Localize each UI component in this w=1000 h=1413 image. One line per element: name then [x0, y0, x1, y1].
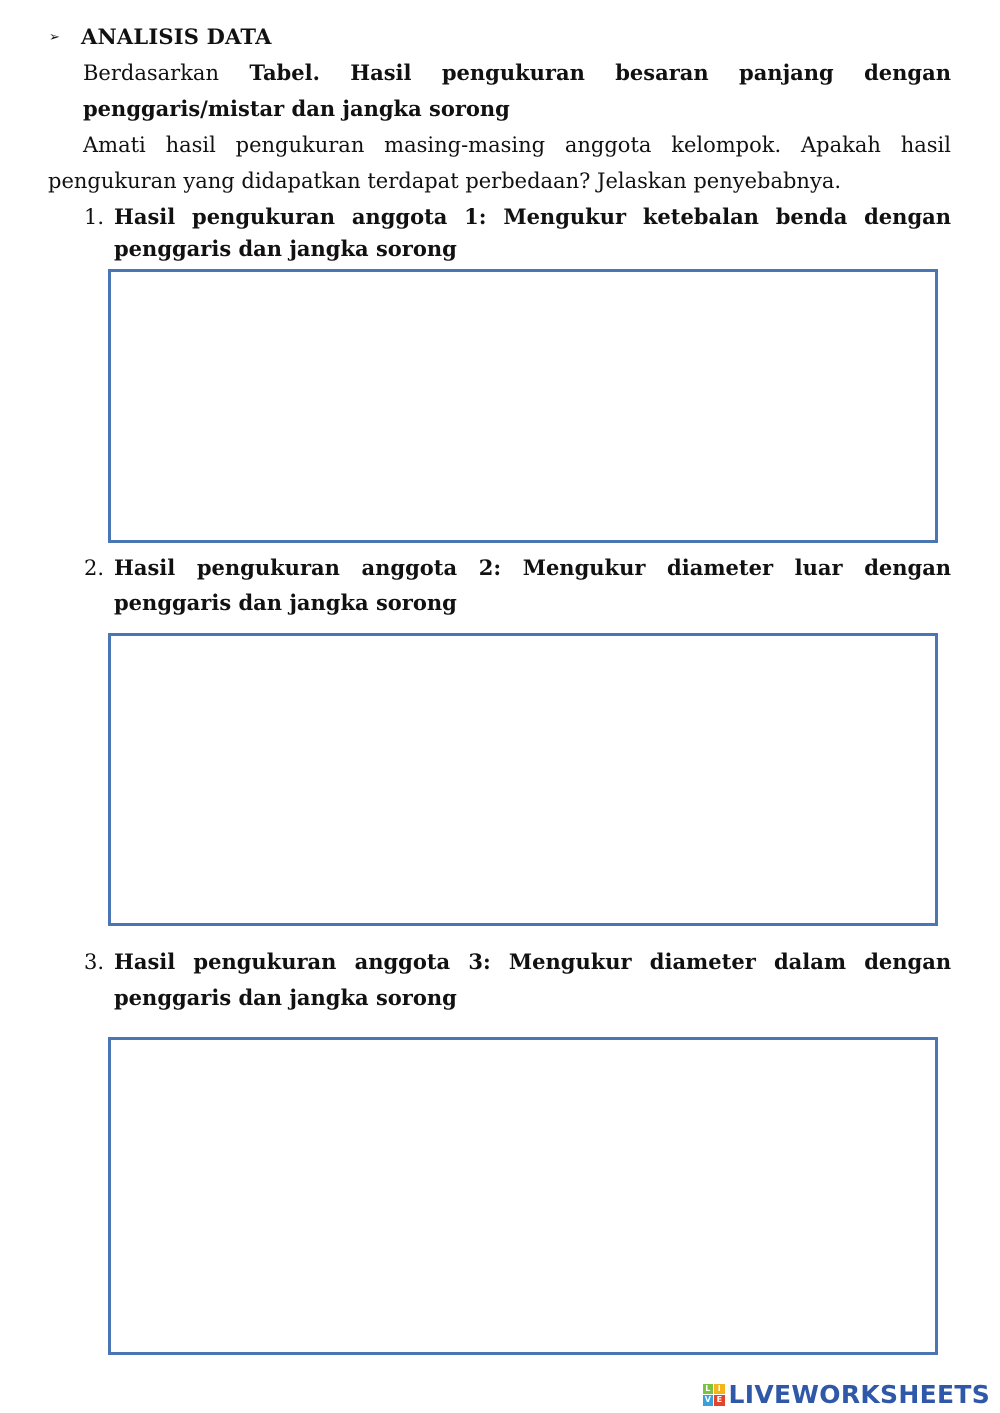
question-word: dengan: [864, 204, 951, 229]
question-word: dengan: [864, 949, 952, 974]
question-word: luar: [794, 555, 843, 580]
question-word: anggota: [361, 555, 458, 580]
table-ref-word: Hasil: [350, 60, 412, 85]
liveworksheets-logo-icon: [703, 1384, 725, 1406]
table-ref-word: Tabel.: [249, 60, 320, 85]
liveworksheets-logo[interactable]: [703, 1380, 990, 1409]
question-word: Mengukur: [508, 949, 632, 974]
question-2-line-2: penggaris dan jangka sorong: [114, 590, 457, 615]
logo-tile: E: [714, 1395, 725, 1406]
question-word: pengukuran: [193, 949, 337, 974]
arrow-bullet-icon: ➢: [49, 30, 60, 45]
intro-paragraph-line-2: pengukuran yang didapatkan terdapat perbedaan? Jelaskan penyebabnya.: [48, 169, 842, 193]
question-2-line-1: [114, 553, 951, 583]
question-1-line-2: penggaris dan jangka sorong: [114, 236, 457, 261]
answer-box-1[interactable]: [108, 269, 938, 543]
question-word: benda: [775, 204, 848, 229]
question-number: 1.: [84, 205, 105, 229]
question-word: diameter: [667, 555, 774, 580]
question-word: Mengukur: [522, 555, 646, 580]
intro-lead: Berdasarkan: [83, 61, 219, 85]
logo-tile: L: [703, 1384, 714, 1395]
question-word: Mengukur: [503, 204, 627, 229]
question-word: diameter: [649, 949, 756, 974]
question-3-line-1: [114, 947, 951, 977]
paragraph-word: pengukuran: [235, 133, 365, 157]
question-word: ketebalan: [642, 204, 759, 229]
answer-box-2[interactable]: [108, 633, 938, 926]
paragraph-word: Amati: [83, 133, 146, 157]
logo-tile: I: [714, 1384, 725, 1395]
question-word: anggota: [354, 949, 451, 974]
answer-box-3[interactable]: [108, 1037, 938, 1355]
question-word: pengukuran: [196, 555, 340, 580]
question-word: anggota: [351, 204, 448, 229]
intro-reference-line-1: [83, 58, 951, 88]
question-1-line-1: [114, 202, 951, 232]
table-ref-word: panjang: [739, 60, 834, 85]
paragraph-word: hasil: [165, 133, 216, 157]
section-title: ANALISIS DATA: [81, 24, 272, 49]
liveworksheets-wordmark: LIVEWORKSHEETS: [728, 1380, 990, 1409]
question-word: dalam: [773, 949, 847, 974]
paragraph-word: anggota: [564, 133, 652, 157]
paragraph-word: masing-masing: [384, 133, 546, 157]
table-ref-word: pengukuran: [441, 60, 585, 85]
intro-paragraph-line-1: [83, 130, 951, 160]
question-word: 2:: [478, 555, 502, 580]
question-word: pengukuran: [192, 204, 336, 229]
question-word: Hasil: [114, 949, 176, 974]
question-word: Hasil: [114, 555, 176, 580]
question-word: Hasil: [114, 204, 176, 229]
paragraph-word: Apakah: [800, 133, 881, 157]
logo-tile: V: [703, 1395, 714, 1406]
paragraph-word: kelompok.: [671, 133, 782, 157]
table-ref-word: dengan: [864, 60, 951, 85]
table-ref-word: besaran: [615, 60, 709, 85]
question-number: 2.: [84, 556, 105, 580]
intro-reference-line-2: penggaris/mistar dan jangka sorong: [83, 96, 510, 121]
question-3-line-2: penggaris dan jangka sorong: [114, 985, 457, 1010]
question-word: 3:: [468, 949, 491, 974]
question-number: 3.: [84, 950, 105, 974]
paragraph-word: hasil: [900, 133, 951, 157]
question-word: dengan: [864, 555, 952, 580]
question-word: 1:: [464, 204, 487, 229]
